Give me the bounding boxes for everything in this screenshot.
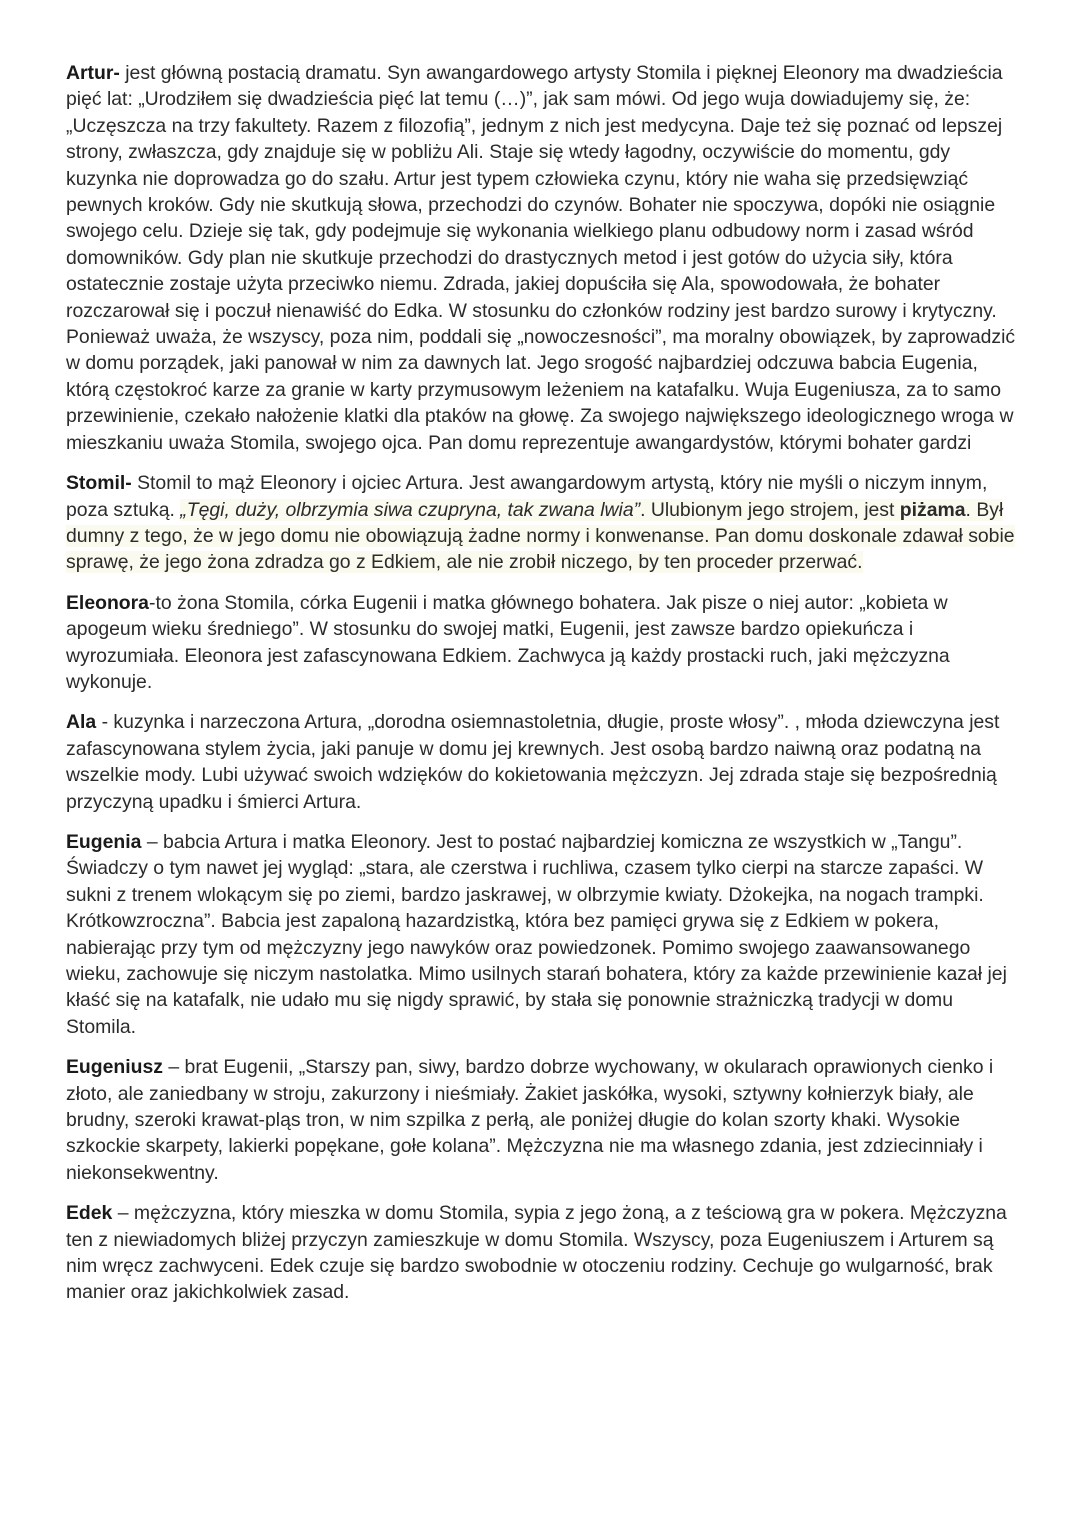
character-quote: „Tęgi, duży, olbrzymia siwa czupryna, tak zwana lwia” <box>180 498 641 521</box>
character-description: – brat Eugenii, „Starszy pan, siwy, bardzo dobrze wychowany, w okularach oprawionych cienko i złoto, ale zaniedbany w stroju, zakurzony i nieśmiały. Żakiet jaskółka, wysoki, sztywny kołnierzyk biały, ale brudny, szeroki krawat-pląs tron, w nim szpilka z perłą, ale poniżej długie do kolan szorty khaki. Wysokie szkockie skarpety, lakierki popękane, gołe kolana”. Mężczyzna nie ma własnego zdania, jest zdziecinniały i niekonsekwentny. <box>66 1056 994 1184</box>
character-name: Eugenia <box>66 830 142 853</box>
character-entry-stomil <box>66 470 1016 576</box>
character-entry-eugeniusz <box>66 1054 1016 1186</box>
character-description: – mężczyzna, który mieszka w domu Stomila, sypia z jego żoną, a z teściową gra w pokera. Mężczyzna ten z niewiadomych bliżej przyczyn zamieszkuje w domu Stomila. Wszyscy, poza Eugeniuszem i Arturem są nim wręcz zachwyceni. Edek czuje się bardzo swobodnie w otoczeniu rodziny. Cechuje go wulgarność, brak manier oraz jakichkolwiek zasad. <box>66 1202 1007 1304</box>
character-name: Artur- <box>66 62 120 84</box>
character-description: -to żona Stomila, córka Eugenii i matka głównego bohatera. Jak pisze o niej autor: „kobieta w apogeum wieku średniego”. W stosunku do swojej matki, Eugenii, jest zawsze bardzo opiekuńcza i wyrozumiała. Eleonora jest zafascynowana Edkiem. Zachwyca ją każdy prostacki ruch, jaki mężczyzna wykonuje. <box>66 591 950 693</box>
character-entry-eleonora <box>66 590 1016 696</box>
character-name: Eleonora <box>66 591 149 614</box>
character-entry-artur <box>66 60 1016 456</box>
character-entry-ala <box>66 709 1016 815</box>
character-description: Stomil to mąż Eleonory i ojciec Artura. Jest awangardowym artystą, który nie myśli o niczym innym, poza sztuką. <box>66 472 988 521</box>
document-page <box>66 60 1016 1320</box>
character-name: Eugeniusz <box>66 1056 163 1079</box>
emphasized-word: piżama <box>899 498 966 521</box>
character-entry-edek <box>66 1200 1016 1306</box>
character-name: Ala <box>66 711 97 734</box>
character-description: jest główną postacią dramatu. Syn awangardowego artysty Stomila i pięknej Eleonory ma dwadzieścia pięć lat: „Urodziłem się dwadzieścia pięć lat temu (…)”, jak sam mówi. Od jego wuja dowiadujemy się, że: „Uczęszcza na trzy fakultety. Razem z filozofią”, jednym z nich jest medycyna. Daje też się poznać od lepszej strony, zwłaszcza, gdy znajduje się w pobliżu Ali. Staje się wtedy łagodny, oczywiście do momentu, gdy kuzynka nie doprowadza go do szału. Artur jest typem człowieka czynu, który nie waha się przedsięwziąć pewnych kroków. Gdy nie skutkują słowa, przechodzi do czynów. Bohater nie spoczywa, dopóki nie osiągnie swojego celu. Dzieje się tak, gdy podejmuje się wykonania wielkiego planu odbudowy norm i zasad wśród domowników. Gdy plan nie skutkuje przechodzi do drastycznych metod i jest gotów do użycia siły, która ostatecznie zostaje użyta przeciwko niemu. Zdrada, jakiej dopuściła się Ala, spowodowała, że bohater rozczarował się i poczuł nienawiść do Edka. W stosunku do członków rodziny jest bardzo surowy i krytyczny. Ponieważ uważa, że wszyscy, poza nim, poddali się „nowoczesności”, ma moralny obowiązek, by zaprowadzić w domu porządek, jaki panował w nim za dawnych lat. Jego srogość najbardziej odczuwa babcia Eugenia, którą częstokroć karze za granie w karty przymusowym leżeniem na katafalku. Wuja Eugeniusza, za to samo przewinienie, czekało nałożenie klatki dla ptaków na głowę. Za swojego największego ideologicznego wroga w mieszkaniu uważa Stomila, swojego ojca. Pan domu reprezentuje awangardystów, którymi bohater gardzi <box>66 62 1016 454</box>
character-description: – babcia Artura i matka Eleonory. Jest to postać najbardziej komiczna ze wszystkich w „Tangu”. Świadczy o tym nawet jej wygląd: „stara, ale czerstwa i ruchliwa, czasem tylko cierpi na starcze zapaści. W sukni z trenem wlokącym się po ziemi, bardzo jaskrawej, w olbrzymie kwiaty. Dżokejka, na nogach trampki. Krótkowzroczna”. Babcia jest zapaloną hazardzistką, która bez pamięci grywa się z Edkiem w pokera, nabierając przy tym od mężczyzny jego nawyków oraz powiedzonek. Pomimo swojego zaawansowanego wieku, zachowuje się niczym nastolatka. Mimo usilnych starań bohatera, który za każde przewinienie kazał jej kłaść się na katafalk, nie udało mu się nigdy sprawić, by stała się ponownie strażniczką tradycji w domu Stomila. <box>66 830 1007 1038</box>
character-entry-eugenia <box>66 829 1016 1040</box>
highlighted-passage: „Tęgi, duży, olbrzymia siwa czupryna, tak zwana lwia”. Ulubionym jego strojem, jest piżama. Był dumny z tego, że w jego domu nie obowiązują żadne normy i konwenanse. Pan domu doskonale zdawał sobie sprawę, że jego żona zdradza go z Edkiem, ale nie zrobił niczego, by ten proceder przerwać. <box>66 498 1015 574</box>
character-name: Edek <box>66 1202 113 1225</box>
character-description: - kuzynka i narzeczona Artura, „dorodna osiemnastoletnia, długie, proste włosy”. , młoda dziewczyna jest zafascynowana stylem życia, jaki panuje w domu jej krewnych. Jest osobą bardzo naiwną oraz podatną na wszelkie mody. Lubi używać swoich wdzięków do kokietowania mężczyzn. Jej zdrada staje się bezpośrednią przyczyną upadku i śmierci Artura. <box>66 711 1000 813</box>
character-name: Stomil- <box>66 472 132 495</box>
